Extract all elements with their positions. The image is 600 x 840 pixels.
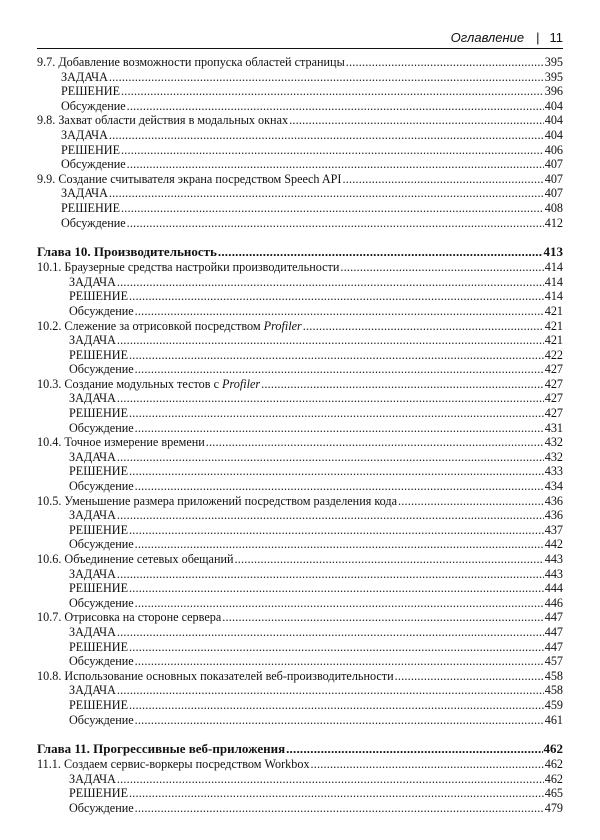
toc-subentry[interactable]	[37, 537, 563, 552]
toc-block-chapter10	[37, 260, 563, 727]
entry-page: 407	[544, 171, 563, 186]
entry-title: Обсуждение	[69, 654, 134, 669]
entry-title: РЕШЕНИЕ	[69, 289, 129, 304]
leader-dots	[135, 421, 544, 436]
leader-dots	[121, 143, 544, 158]
entry-title: ЗАДАЧА	[69, 508, 116, 523]
entry-title: Обсуждение	[69, 800, 134, 815]
entry-title: ЗАДАЧА	[69, 624, 116, 639]
entry-page: 414	[544, 260, 563, 275]
toc-subentry[interactable]	[37, 567, 563, 582]
entry-title: 10.5. Уменьшение размера приложений посредством разделения кода	[37, 493, 398, 508]
entry-title-text: 10.3. Создание модульных тестов с	[37, 376, 223, 391]
entry-page: 437	[544, 522, 563, 537]
toc-chapter-10[interactable]	[37, 243, 563, 260]
entry-title: ЗАДАЧА	[61, 69, 108, 84]
entry-title-italic: Profiler	[222, 376, 261, 391]
entry-title: РЕШЕНИЕ	[61, 200, 121, 215]
spacer	[37, 727, 563, 740]
leader-dots	[395, 669, 544, 684]
leader-dots	[222, 610, 543, 625]
toc-subentry[interactable]	[37, 128, 563, 143]
toc-block-chapter11	[37, 757, 563, 815]
toc-subentry[interactable]	[37, 406, 563, 421]
entry-title: РЕШЕНИЕ	[69, 347, 129, 362]
toc-section-entry[interactable]	[37, 319, 563, 334]
entry-page: 447	[544, 610, 563, 625]
toc-subentry[interactable]	[37, 625, 563, 640]
toc-subentry[interactable]	[37, 216, 563, 231]
running-title: Оглавление	[450, 29, 525, 45]
entry-title: РЕШЕНИЕ	[69, 581, 129, 596]
entry-page: 444	[544, 581, 563, 596]
toc-subentry[interactable]	[37, 289, 563, 304]
leader-dots	[135, 537, 544, 552]
leader-dots	[127, 157, 544, 172]
entry-title-italic: Profiler	[263, 318, 302, 333]
toc-subentry[interactable]	[37, 464, 563, 479]
entry-title: РЕШЕНИЕ	[69, 639, 129, 654]
leader-dots	[261, 377, 544, 392]
leader-dots	[135, 596, 544, 611]
entry-page: 447	[544, 639, 563, 654]
leader-dots	[135, 304, 544, 319]
entry-title: ЗАДАЧА	[69, 566, 116, 581]
entry-page: 407	[544, 186, 563, 201]
leader-dots	[303, 319, 544, 334]
entry-title: РЕШЕНИЕ	[69, 522, 129, 537]
toc-subentry[interactable]	[37, 421, 563, 436]
entry-title: РЕШЕНИЕ	[61, 84, 121, 99]
leader-dots	[117, 625, 544, 640]
entry-page: 421	[544, 333, 563, 348]
leader-dots	[398, 494, 544, 509]
leader-dots	[135, 801, 544, 816]
toc-subentry[interactable]	[37, 786, 563, 801]
entry-title: Обсуждение	[69, 303, 134, 318]
entry-page: 458	[544, 683, 563, 698]
toc-subentry[interactable]	[37, 772, 563, 787]
leader-dots	[135, 479, 544, 494]
leader-dots	[235, 552, 544, 567]
table-of-contents	[37, 55, 563, 816]
leader-dots	[206, 435, 544, 450]
entry-page: 436	[544, 493, 563, 508]
toc-subentry[interactable]	[37, 84, 563, 99]
entry-page: 412	[544, 215, 563, 230]
entry-title: ЗАДАЧА	[69, 449, 116, 464]
entry-page: 457	[544, 654, 563, 669]
entry-page: 396	[544, 84, 563, 99]
entry-title: Обсуждение	[61, 157, 126, 172]
leader-dots	[218, 243, 543, 260]
entry-page: 427	[544, 376, 563, 391]
entry-title: Обсуждение	[69, 595, 134, 610]
toc-subentry[interactable]	[37, 523, 563, 538]
entry-title: РЕШЕНИЕ	[69, 464, 129, 479]
entry-page: 436	[544, 508, 563, 523]
toc-subentry[interactable]	[37, 479, 563, 494]
toc-section-entry[interactable]	[37, 260, 563, 275]
entry-page: 442	[544, 537, 563, 552]
entry-page: 434	[544, 479, 563, 494]
entry-title	[37, 377, 260, 392]
entry-title: Обсуждение	[69, 362, 134, 377]
entry-title: ЗАДАЧА	[69, 771, 116, 786]
leader-dots	[129, 406, 544, 421]
leader-dots	[121, 84, 544, 99]
leader-dots	[289, 113, 544, 128]
leader-dots	[117, 567, 544, 582]
toc-section-entry[interactable]	[37, 757, 563, 772]
entry-title: РЕШЕНИЕ	[69, 697, 129, 712]
toc-subentry[interactable]	[37, 304, 563, 319]
leader-dots	[117, 333, 544, 348]
entry-page: 427	[544, 391, 563, 406]
entry-title: Обсуждение	[69, 712, 134, 727]
leader-dots	[117, 450, 544, 465]
toc-subentry[interactable]	[37, 713, 563, 728]
toc-section-entry[interactable]	[37, 552, 563, 567]
entry-page: 404	[544, 113, 563, 128]
toc-section-entry[interactable]	[37, 113, 563, 128]
entry-page: 404	[544, 127, 563, 142]
entry-title: 11.1. Создаем сервис-воркеры посредством Workbox	[37, 757, 310, 772]
entry-title: ЗАДАЧА	[69, 333, 116, 348]
entry-page: 395	[544, 55, 563, 69]
entry-title: Обсуждение	[61, 98, 126, 113]
toc-section-entry[interactable]	[37, 55, 563, 70]
leader-dots	[117, 391, 544, 406]
entry-title: 10.8. Использование основных показателей веб-производительности	[37, 668, 394, 683]
toc-subentry[interactable]	[37, 186, 563, 201]
entry-title: Обсуждение	[69, 420, 134, 435]
entry-page: 421	[544, 303, 563, 318]
entry-page: 432	[544, 449, 563, 464]
entry-title: ЗАДАЧА	[61, 186, 108, 201]
toc-subentry[interactable]	[37, 508, 563, 523]
leader-dots	[109, 128, 544, 143]
toc-subentry[interactable]	[37, 698, 563, 713]
entry-page: 465	[544, 786, 563, 801]
entry-title: 9.8. Захват области действия в модальных окнах	[37, 113, 289, 128]
leader-dots	[117, 508, 544, 523]
toc-section-entry[interactable]	[37, 494, 563, 509]
toc-subentry[interactable]	[37, 450, 563, 465]
toc-section-entry[interactable]	[37, 669, 563, 684]
toc-subentry[interactable]	[37, 275, 563, 290]
leader-dots	[135, 362, 544, 377]
entry-page: 406	[544, 142, 563, 157]
entry-page: 443	[544, 552, 563, 566]
entry-page: 408	[544, 200, 563, 215]
toc-section-entry[interactable]	[37, 172, 563, 187]
leader-dots	[109, 186, 544, 201]
toc-subentry[interactable]	[37, 801, 563, 816]
toc-chapter-11[interactable]	[37, 740, 563, 757]
leader-dots	[135, 713, 544, 728]
leader-dots	[109, 70, 544, 85]
entry-title: Обсуждение	[61, 215, 126, 230]
entry-title: Обсуждение	[69, 537, 134, 552]
entry-page: 414	[544, 274, 563, 289]
entry-title: РЕШЕНИЕ	[69, 786, 129, 801]
toc-subentry[interactable]	[37, 391, 563, 406]
entry-title: 9.9. Создание считывателя экрана посредством Speech API	[37, 171, 342, 186]
chapter-title: Глава 10. Производительность	[37, 244, 217, 260]
leader-dots	[127, 99, 544, 114]
chapter-page: 462	[543, 741, 563, 757]
entry-title: ЗАДАЧА	[69, 391, 116, 406]
leader-dots	[117, 275, 544, 290]
leader-dots	[342, 172, 543, 187]
toc-block-chapter9	[37, 55, 563, 230]
leader-dots	[129, 581, 544, 596]
entry-page: 479	[544, 800, 563, 815]
entry-title: ЗАДАЧА	[69, 683, 116, 698]
leader-dots	[117, 683, 544, 698]
entry-page: 427	[544, 406, 563, 421]
spacer	[37, 230, 563, 243]
entry-page: 432	[544, 435, 563, 450]
entry-title: 10.6. Объединение сетевых обещаний	[37, 552, 234, 566]
entry-page: 433	[544, 464, 563, 479]
leader-dots	[135, 654, 544, 669]
toc-subentry[interactable]	[37, 683, 563, 698]
chapter-title: Глава 11. Прогрессивные веб-приложения	[37, 741, 286, 757]
entry-page: 458	[544, 668, 563, 683]
header-separator: |	[536, 29, 540, 45]
leader-dots	[311, 757, 544, 772]
leader-dots	[129, 348, 544, 363]
entry-title: 10.4. Точное измерение времени	[37, 435, 205, 450]
entry-page: 462	[544, 757, 563, 772]
entry-title: 10.7. Отрисовка на стороне сервера	[37, 610, 222, 625]
leader-dots	[129, 464, 544, 479]
entry-page: 443	[544, 566, 563, 581]
entry-page: 431	[544, 420, 563, 435]
entry-title: ЗАДАЧА	[61, 127, 108, 142]
entry-title: Обсуждение	[69, 479, 134, 494]
toc-subentry[interactable]	[37, 70, 563, 85]
entry-title: РЕШЕНИЕ	[69, 406, 129, 421]
toc-subentry[interactable]	[37, 362, 563, 377]
toc-subentry[interactable]	[37, 157, 563, 172]
toc-subentry[interactable]	[37, 654, 563, 669]
leader-dots	[129, 698, 544, 713]
leader-dots	[340, 260, 543, 275]
entry-title: 9.7. Добавление возможности пропуска областей страницы	[37, 55, 345, 69]
entry-page: 407	[544, 157, 563, 172]
entry-page: 462	[544, 771, 563, 786]
entry-title: РЕШЕНИЕ	[61, 142, 121, 157]
leader-dots	[129, 640, 544, 655]
entry-page: 414	[544, 289, 563, 304]
toc-subentry[interactable]	[37, 99, 563, 114]
page-header	[37, 24, 563, 50]
toc-section-entry[interactable]	[37, 377, 563, 392]
entry-page: 422	[544, 347, 563, 362]
page-number: 11	[549, 29, 563, 45]
leader-dots	[129, 289, 544, 304]
toc-subentry[interactable]	[37, 348, 563, 363]
chapter-page: 413	[543, 244, 563, 260]
toc-subentry[interactable]	[37, 581, 563, 596]
entry-page: 395	[544, 69, 563, 84]
toc-section-entry[interactable]	[37, 435, 563, 450]
leader-dots	[117, 772, 544, 787]
toc-subentry[interactable]	[37, 143, 563, 158]
entry-title: ЗАДАЧА	[69, 274, 116, 289]
leader-dots	[286, 740, 542, 757]
leader-dots	[121, 201, 544, 216]
entry-title-text: 10.2. Слежение за отрисовкой посредством	[37, 318, 264, 333]
toc-subentry[interactable]	[37, 333, 563, 348]
entry-page: 427	[544, 362, 563, 377]
leader-dots	[129, 786, 544, 801]
toc-section-entry[interactable]	[37, 610, 563, 625]
leader-dots	[346, 55, 544, 70]
entry-page: 421	[544, 318, 563, 333]
leader-dots	[127, 216, 544, 231]
entry-page: 404	[544, 98, 563, 113]
entry-page: 447	[544, 624, 563, 639]
entry-page: 459	[544, 697, 563, 712]
entry-title	[37, 319, 302, 334]
entry-page: 446	[544, 595, 563, 610]
toc-subentry[interactable]	[37, 640, 563, 655]
toc-subentry[interactable]	[37, 596, 563, 611]
entry-page: 461	[544, 712, 563, 727]
header-rule	[37, 48, 563, 49]
entry-title: 10.1. Браузерные средства настройки производительности	[37, 260, 340, 275]
leader-dots	[129, 523, 544, 538]
toc-subentry[interactable]	[37, 201, 563, 216]
